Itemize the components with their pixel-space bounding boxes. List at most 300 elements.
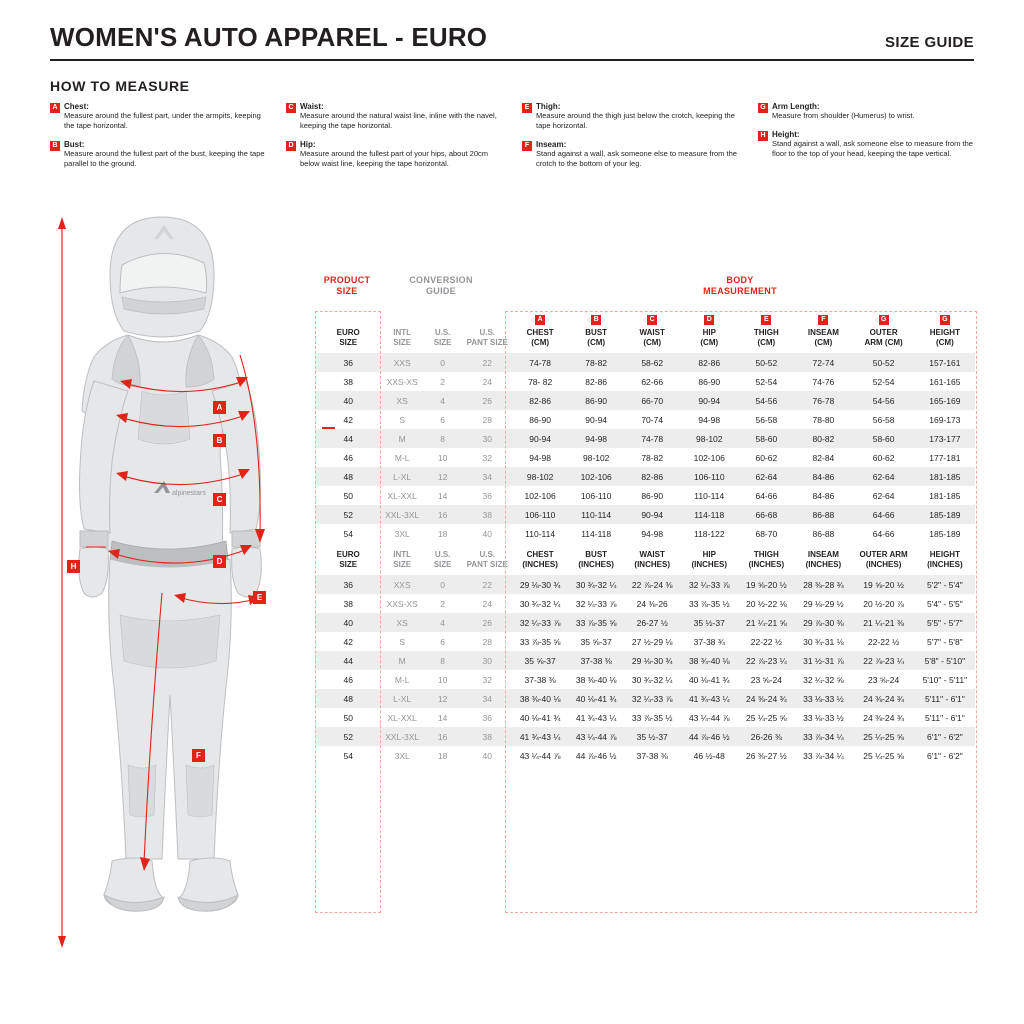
cell-inseam: 78-80	[812, 414, 835, 425]
cell-outer-arm: 52-54	[872, 376, 895, 387]
measure-item-desc: Stand against a wall, ask someone else to measure from the floor to the top of your head, keeping the tape vertical.	[772, 139, 973, 159]
measure-item-name: Height:	[772, 130, 800, 140]
cell-hip: 44 ⅞-46 ½	[680, 727, 738, 746]
cell-us-size: 0	[423, 353, 462, 372]
cell-height: 185-189	[929, 528, 961, 539]
group-conversion-line1: CONVERSION	[409, 275, 473, 285]
cell-chest: 106-110	[512, 505, 568, 524]
col-euro-size: EURO SIZE	[336, 328, 360, 347]
col-height-cm: G HEIGHT (CM)	[929, 316, 960, 347]
cell-euro-size: 44	[315, 651, 381, 670]
cell-thigh: 23 ⅝-24	[750, 674, 782, 685]
col-thigh-inches: THIGH (INCHES)	[748, 550, 785, 569]
badge-a-icon: A	[50, 103, 60, 113]
cell-outer-arm: 25 ¼-25 ⅝	[852, 727, 914, 746]
svg-text:alpinestars: alpinestars	[172, 490, 206, 497]
col-euro-size: EURO SIZE	[336, 550, 360, 569]
cell-waist: 74-78	[624, 429, 680, 448]
col-chest-cm: A CHEST (CM)	[526, 316, 554, 347]
cell-hip: 43 ¼-44 ⅞	[688, 712, 730, 723]
measure-item-inseam	[522, 140, 744, 169]
cell-outer-arm: 58-60	[852, 429, 914, 448]
badge-f-icon: F	[522, 141, 532, 151]
cell-chest: 90-94	[512, 429, 568, 448]
cell-us-pant-size: 38	[462, 505, 512, 524]
cell-waist: 27 ½-29 ⅛	[631, 636, 673, 647]
cell-us-size: 14	[437, 712, 448, 723]
cell-thigh: 26-26 ⅜	[738, 727, 794, 746]
cell-thigh: 22 ⅞-23 ¼	[738, 651, 794, 670]
table-row	[315, 410, 975, 429]
cell-hip: 32 ¼-33 ⅞	[680, 575, 738, 594]
cell-hip: 90-94	[680, 391, 738, 410]
cell-waist: 24 ⅜-26	[636, 598, 668, 609]
page-header	[50, 22, 974, 61]
table-row	[315, 372, 975, 391]
cell-intl-size: XL-XXL	[387, 712, 417, 723]
cell-us-size: 4	[423, 391, 462, 410]
size-table-head-cm	[315, 311, 975, 353]
col-us-size: U.S. SIZE	[433, 550, 452, 569]
cell-hip: 82-86	[680, 353, 738, 372]
cell-us-size: 14	[437, 490, 448, 501]
cell-hip: 110-114	[694, 490, 725, 501]
measure-item-name: Chest:	[64, 102, 89, 111]
badge-a-icon: A	[535, 315, 545, 325]
cell-thigh: 54-56	[738, 391, 794, 410]
cell-outer-arm: 64-66	[852, 505, 914, 524]
how-to-measure-title: HOW TO MEASURE	[50, 78, 190, 94]
badge-e-icon: E	[522, 103, 532, 113]
figure-badge-h: H	[67, 560, 80, 573]
cell-waist: 33 ⅞-35 ½	[631, 712, 673, 723]
cell-us-size: 0	[423, 575, 462, 594]
cell-hip: 46 ½-48	[693, 750, 725, 761]
cell-chest: 98-102	[512, 467, 568, 486]
size-tables	[315, 275, 975, 765]
cell-chest: 33 ⅞-35 ⅝	[519, 636, 561, 647]
cell-bust: 110-114	[568, 505, 624, 524]
measure-item-hip	[286, 140, 508, 169]
cell-bust: 94-98	[568, 429, 624, 448]
badge-e-icon: E	[761, 315, 771, 325]
cell-height: 5'7" - 5'8"	[926, 636, 963, 647]
cell-waist: 37-38 ⅜	[636, 750, 668, 761]
cell-height: 5'5" - 5'7"	[915, 613, 975, 632]
cell-euro-size: 36	[315, 353, 381, 372]
col-thigh-cm: E THIGH (CM)	[753, 316, 779, 347]
cell-hip: 33 ⅞-35 ½	[688, 598, 730, 609]
measure-item-name: Thigh:	[536, 102, 561, 111]
col-bust-inches: BUST (INCHES)	[578, 550, 614, 569]
cell-us-size: 18	[437, 528, 448, 539]
badge-c-icon: C	[647, 315, 657, 325]
cell-waist: 29 ⅛-30 ¾	[624, 651, 680, 670]
table-row	[315, 632, 975, 651]
cell-outer-arm: 22-22 ½	[867, 636, 900, 647]
figure-badge-b: B	[213, 434, 226, 447]
cell-us-size: 10	[437, 452, 448, 463]
cell-thigh: 52-54	[755, 376, 778, 387]
cell-outer-arm: 62-64	[872, 490, 895, 501]
cell-us-pant-size: 30	[462, 651, 512, 670]
table-row	[315, 391, 975, 410]
cell-us-size: 8	[423, 429, 462, 448]
page-title: WOMEN'S AUTO APPAREL - EURO	[50, 22, 488, 52]
cell-us-pant-size: 34	[462, 689, 512, 708]
cell-us-pant-size: 40	[482, 528, 492, 539]
how-to-measure-column	[522, 102, 744, 179]
cell-us-pant-size: 26	[462, 391, 512, 410]
figure-badge-a: A	[213, 401, 226, 414]
cell-chest: 74-78	[512, 353, 568, 372]
cell-inseam: 33 ⅞-34 ¼	[794, 727, 852, 746]
cell-intl-size: XXS	[381, 575, 423, 594]
cell-bust: 82-86	[585, 376, 608, 387]
cell-euro-size: 48	[315, 689, 381, 708]
badge-g-icon: G	[879, 315, 889, 325]
cell-chest: 110-114	[525, 528, 556, 539]
cell-bust: 38 ⅜-40 ⅛	[575, 674, 617, 685]
col-outer-arm-cm: G OUTER ARM (CM)	[864, 316, 903, 347]
table-row	[315, 505, 975, 524]
group-body-measurement	[505, 275, 975, 298]
size-table	[315, 311, 975, 765]
cell-intl-size: S	[399, 414, 405, 425]
cell-outer-arm: 56-58	[872, 414, 895, 425]
cell-bust: 30 ¾-32 ¼	[568, 575, 624, 594]
cell-euro-size: 54	[343, 750, 353, 761]
cell-bust: 86-90	[568, 391, 624, 410]
measure-item-arm-length	[758, 102, 980, 121]
cell-height: 169-173	[929, 414, 961, 425]
cell-inseam: 80-82	[794, 429, 852, 448]
col-hip-inches: HIP (INCHES)	[691, 550, 728, 569]
cell-us-size: 12	[423, 689, 462, 708]
table-row	[315, 613, 975, 632]
cell-us-size: 8	[423, 651, 462, 670]
cell-bust: 40 ⅛-41 ¾	[568, 689, 624, 708]
cell-intl-size: XXL-3XL	[381, 505, 423, 524]
cell-us-size: 2	[440, 598, 445, 609]
cell-waist: 90-94	[624, 505, 680, 524]
cell-us-size: 6	[440, 414, 445, 425]
measure-item-bust	[50, 140, 272, 169]
cell-thigh: 56-58	[755, 414, 778, 425]
measure-item-name: Waist:	[300, 102, 324, 111]
cell-height: 5'8" - 5'10"	[915, 651, 975, 670]
cell-thigh: 25 ¼-25 ⅝	[746, 712, 787, 723]
measure-item-height	[758, 130, 980, 159]
cell-euro-size: 42	[343, 414, 353, 425]
col-chest-inches: CHEST (INCHES)	[522, 550, 558, 569]
cell-intl-size: 3XL	[394, 528, 410, 539]
cell-height: 177-181	[929, 452, 961, 463]
cell-euro-size: 36	[315, 575, 381, 594]
cell-height: 173-177	[915, 429, 975, 448]
cell-height: 5'10" - 5'11"	[922, 674, 968, 685]
cell-inseam: 86-88	[794, 505, 852, 524]
table-row	[315, 727, 975, 746]
col-intl-size: INTL SIZE	[393, 550, 412, 569]
table-row	[315, 708, 975, 727]
cell-bust: 102-106	[568, 467, 624, 486]
cell-height: 165-169	[915, 391, 975, 410]
cell-us-size: 10	[437, 674, 448, 685]
how-to-measure-column	[286, 102, 508, 179]
cell-thigh: 50-52	[738, 353, 794, 372]
cell-inseam: 33 ⅛-33 ½	[794, 689, 852, 708]
cell-euro-size: 44	[315, 429, 381, 448]
cell-chest: 35 ⅝-37	[512, 651, 568, 670]
measure-item-name: Inseam:	[536, 140, 567, 150]
cell-chest: 37-38 ⅜	[524, 674, 556, 685]
cell-hip: 40 ⅛-41 ¾	[688, 674, 730, 685]
cell-chest: 94-98	[529, 452, 552, 463]
table-row	[315, 746, 975, 765]
cell-thigh: 22-22 ½	[750, 636, 782, 647]
cell-outer-arm: 23 ⅝-24	[867, 674, 900, 685]
cell-hip: 98-102	[680, 429, 738, 448]
col-hip-cm: D HIP (CM)	[700, 316, 719, 347]
cell-us-size: 18	[437, 750, 448, 761]
cell-hip: 106-110	[680, 467, 738, 486]
cell-waist: 78-82	[641, 452, 664, 463]
cell-thigh: 60-62	[755, 452, 778, 463]
cell-height: 5'2" - 5'4"	[915, 575, 975, 594]
cell-us-pant-size: 32	[482, 674, 492, 685]
cell-hip: 35 ½-37	[680, 613, 738, 632]
cell-inseam: 31 ½-31 ⅞	[794, 651, 852, 670]
racing-suit-illustration	[50, 205, 315, 965]
table-row	[315, 467, 975, 486]
cell-outer-arm: 24 ⅜-24 ¾	[852, 689, 914, 708]
group-body-line2: MEASUREMENT	[703, 286, 777, 297]
cell-intl-size: M	[381, 429, 423, 448]
cell-us-pant-size: 28	[482, 636, 492, 647]
cell-us-pant-size: 36	[482, 712, 492, 723]
cell-inseam: 76-78	[794, 391, 852, 410]
cell-inseam: 86-88	[812, 528, 835, 539]
cell-intl-size: L-XL	[381, 467, 423, 486]
cell-outer-arm: 25 ¼-25 ⅝	[863, 750, 904, 761]
cell-hip: 102-106	[693, 452, 725, 463]
cell-outer-arm: 21 ¼-21 ⅜	[852, 613, 914, 632]
cell-intl-size: XL-XXL	[387, 490, 417, 501]
cell-us-size: 16	[423, 727, 462, 746]
cell-inseam: 29 ⅛-29 ½	[803, 598, 844, 609]
cell-euro-size: 46	[343, 674, 353, 685]
figure-badge-d: D	[213, 555, 226, 568]
cell-chest: 86-90	[529, 414, 552, 425]
table-row	[315, 486, 975, 505]
cell-thigh: 58-60	[738, 429, 794, 448]
cell-thigh: 62-64	[738, 467, 794, 486]
cell-thigh: 26 ⅜-27 ½	[746, 750, 787, 761]
size-table-body-cm	[315, 353, 975, 765]
cell-hip: 37-38 ¾	[693, 636, 725, 647]
measure-item-desc: Stand against a wall, ask someone else to measure from the crotch to the bottom of your leg.	[536, 149, 737, 169]
cell-intl-size: XS	[381, 391, 423, 410]
group-product-size-line1: PRODUCT	[323, 275, 371, 285]
table-row	[315, 689, 975, 708]
cell-euro-size: 48	[315, 467, 381, 486]
how-to-measure-grid	[50, 102, 980, 179]
cell-us-size: 4	[423, 613, 462, 632]
cell-us-pant-size: 26	[462, 613, 512, 632]
badge-g-icon: G	[758, 103, 768, 113]
cell-hip: 114-118	[680, 505, 738, 524]
cell-euro-size: 40	[315, 613, 381, 632]
cell-euro-size: 38	[343, 598, 353, 609]
cell-waist: 26-27 ½	[624, 613, 680, 632]
cell-intl-size: L-XL	[381, 689, 423, 708]
cell-us-pant-size: 22	[462, 575, 512, 594]
cell-us-size: 12	[423, 467, 462, 486]
measure-item-chest	[50, 102, 272, 131]
cell-inseam: 29 ⅞-30 ⅜	[794, 613, 852, 632]
cell-us-size: 16	[423, 505, 462, 524]
badge-h-icon: H	[758, 131, 768, 141]
cell-outer-arm: 19 ⅝-20 ½	[852, 575, 914, 594]
cell-waist: 22 ⅞-24 ⅜	[624, 575, 680, 594]
cell-bust: 44 ⅞-46 ½	[575, 750, 617, 761]
cell-outer-arm: 60-62	[872, 452, 895, 463]
cell-bust: 32 ¼-33 ⅞	[575, 598, 617, 609]
cell-hip: 118-122	[693, 528, 725, 539]
measure-item-desc: Measure around the natural waist line, inline with the navel, keeping the tape horizontal.	[300, 111, 497, 131]
cell-us-pant-size: 30	[462, 429, 512, 448]
measurement-figure	[50, 205, 315, 965]
col-height-inches: HEIGHT (INCHES)	[927, 550, 963, 569]
cell-height: 5'11" - 6'1"	[915, 689, 975, 708]
group-conversion-guide	[381, 275, 501, 298]
measure-item-desc: Measure around the fullest part, under the armpits, keeping the tape horizontal.	[64, 111, 261, 131]
measure-item-desc: Measure around the fullest part of your hips, about 20cm below waist line, keeping the tape horizontal.	[300, 149, 489, 169]
col-outer-arm-inches: OUTER ARM (INCHES)	[859, 550, 908, 569]
figure-badge-e: E	[253, 591, 266, 604]
cell-bust: 43 ¼-44 ⅞	[568, 727, 624, 746]
cell-outer-arm: 64-66	[872, 528, 895, 539]
cell-height: 6'1" - 6'2"	[915, 727, 975, 746]
cell-height: 181-185	[929, 490, 961, 501]
cell-waist: 30 ¾-32 ¼	[631, 674, 673, 685]
how-to-measure-column	[758, 102, 980, 179]
badge-f-icon: F	[818, 315, 828, 325]
cell-outer-arm: 62-64	[852, 467, 914, 486]
cell-thigh: 20 ½-22 ⅛	[746, 598, 787, 609]
cell-bust: 106-110	[580, 490, 612, 501]
table-row	[315, 575, 975, 594]
badge-d-icon: D	[704, 315, 714, 325]
cell-euro-size: 40	[315, 391, 381, 410]
cell-intl-size: M	[381, 651, 423, 670]
badge-c-icon: C	[286, 103, 296, 113]
badge-b-icon: B	[50, 141, 60, 151]
cell-hip: 38 ¾-40 ⅛	[680, 651, 738, 670]
measure-item-name: Hip:	[300, 140, 316, 150]
cell-inseam: 32 ¼-32 ⅝	[803, 674, 844, 685]
cell-us-pant-size: 24	[482, 598, 492, 609]
col-waist-cm: C WAIST (CM)	[639, 316, 665, 347]
cell-thigh: 64-66	[755, 490, 778, 501]
cell-chest: 30 ¾-32 ¼	[519, 598, 561, 609]
measure-item-desc: Measure around the fullest part of the bust, keeping the tape parallel to the ground.	[64, 149, 265, 169]
col-us-pant-size: U.S. PANT SIZE	[466, 328, 508, 347]
cell-euro-size: 46	[343, 452, 353, 463]
cell-height: 185-189	[915, 505, 975, 524]
cell-waist: 82-86	[624, 467, 680, 486]
cell-euro-size: 42	[343, 636, 353, 647]
cell-outer-arm: 24 ⅜-24 ¾	[863, 712, 904, 723]
cell-euro-size: 50	[343, 712, 353, 723]
col-bust-cm: B BUST (CM)	[585, 316, 608, 347]
cell-outer-arm: 20 ½-20 ⅞	[863, 598, 904, 609]
cell-intl-size: M-L	[394, 452, 410, 463]
cell-hip: 94-98	[698, 414, 721, 425]
cell-height: 157-161	[915, 353, 975, 372]
cell-bust: 78-82	[568, 353, 624, 372]
cell-chest: 40 ⅛-41 ¾	[519, 712, 561, 723]
cell-thigh: 68-70	[755, 528, 778, 539]
cell-outer-arm: 54-56	[852, 391, 914, 410]
col-us-pant-size: U.S. PANT SIZE	[466, 550, 508, 569]
cell-euro-size: 38	[343, 376, 353, 387]
cell-us-pant-size: 38	[462, 727, 512, 746]
table-row	[315, 670, 975, 689]
cell-waist: 70-74	[641, 414, 664, 425]
cell-height: 181-185	[915, 467, 975, 486]
cell-chest: 29 ⅛-30 ¾	[512, 575, 568, 594]
cell-waist: 58-62	[624, 353, 680, 372]
cell-euro-size: 50	[343, 490, 353, 501]
table-row	[315, 651, 975, 670]
cell-bust: 90-94	[585, 414, 608, 425]
cell-chest: 38 ⅜-40 ⅛	[512, 689, 568, 708]
cell-height: 5'4" - 5'5"	[926, 598, 963, 609]
cell-euro-size: 52	[315, 505, 381, 524]
col-waist-inches: WAIST (INCHES)	[634, 550, 670, 569]
cell-chest: 41 ¾-43 ¼	[512, 727, 568, 746]
cell-us-pant-size: 34	[462, 467, 512, 486]
cell-us-pant-size: 36	[482, 490, 492, 501]
cell-intl-size: XXS	[381, 353, 423, 372]
cell-inseam: 74-76	[812, 376, 835, 387]
col-inseam-cm: F INSEAM (CM)	[807, 316, 839, 347]
col-inseam-inches: INSEAM (INCHES)	[805, 550, 842, 569]
badge-h-icon: G	[940, 315, 950, 325]
cell-height: 5'11" - 6'1"	[924, 712, 965, 723]
cell-inseam: 30 ¾-31 ⅛	[803, 636, 844, 647]
cell-intl-size: XS	[381, 613, 423, 632]
cell-intl-size: M-L	[394, 674, 410, 685]
group-conversion-line2: GUIDE	[425, 286, 456, 297]
table-row	[315, 353, 975, 372]
cell-bust: 35 ⅝-37	[580, 636, 612, 647]
group-product-size-line2: SIZE	[336, 286, 358, 297]
cell-euro-size: 52	[315, 727, 381, 746]
figure-badge-f: F	[192, 749, 205, 762]
cell-waist: 32 ¼-33 ⅞	[624, 689, 680, 708]
cell-us-size: 6	[440, 636, 445, 647]
group-product-size	[315, 275, 379, 298]
cell-chest: 82-86	[512, 391, 568, 410]
cell-inseam: 84-86	[794, 467, 852, 486]
cell-us-pant-size: 24	[482, 376, 492, 387]
table-row	[315, 448, 975, 467]
cell-intl-size: XXL-3XL	[381, 727, 423, 746]
measure-item-waist	[286, 102, 508, 131]
